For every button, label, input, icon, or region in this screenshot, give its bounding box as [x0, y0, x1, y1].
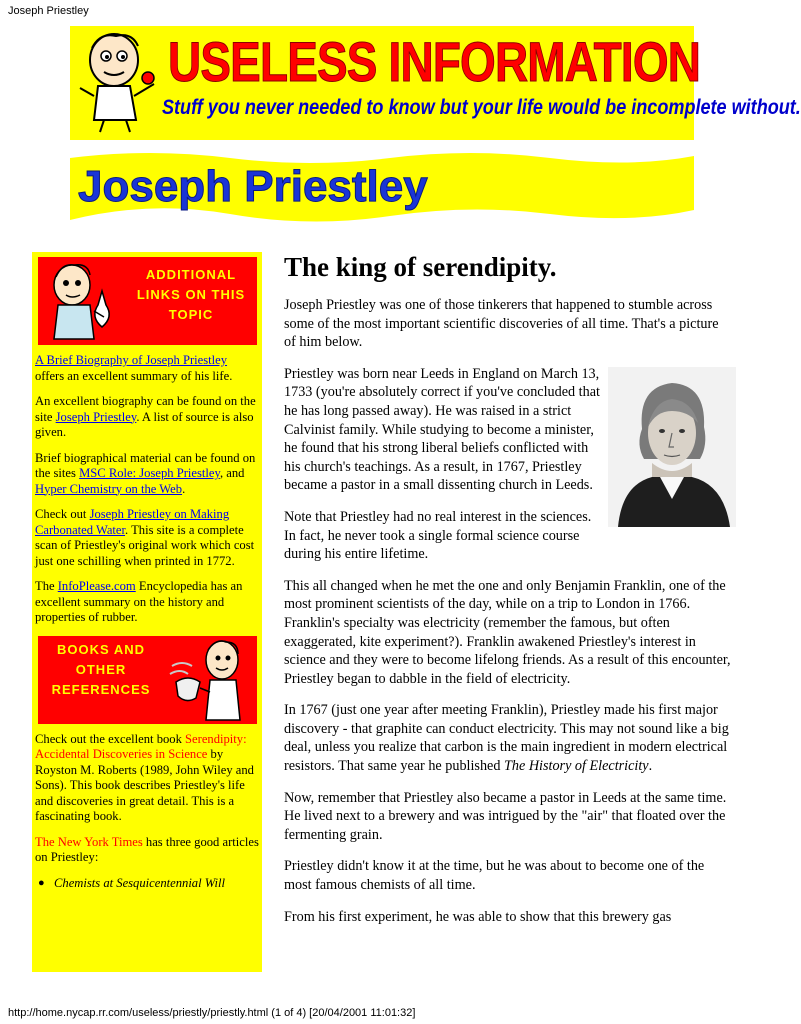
sidebar-paragraph-2: An excellent biography can be found on the site Joseph Priestley. A list of source is also given. [35, 394, 256, 439]
print-footer: http://home.nycap.rr.com/useless/priestly/priestly.html (1 of 4) [20/04/2001 11:01:32] [8, 1007, 416, 1019]
article-paragraph-7: Priestley didn't know it at the time, but he was about to become one of the most famous chemists of all time. [284, 858, 705, 894]
sidebar-paragraph-7: The New York Times has three good articles on Priestley: [35, 834, 259, 864]
infoplease-link[interactable]: InfoPlease.com [57, 579, 136, 593]
hyper-chemistry-link[interactable]: Hyper Chemistry on the Web [35, 481, 183, 496]
sidebar-paragraph-5: The InfoPlease.com Encyclopedia has an excellent summary on the history and properties of rubber. [35, 579, 243, 624]
banner-title: USELESS INFORMATION [168, 30, 701, 93]
joseph-priestley-link[interactable]: Joseph Priestley [55, 409, 137, 424]
sidebar [32, 252, 262, 972]
additional-links-label: ADDITIONAL LINKS ON THIS TOPIC [136, 267, 246, 322]
cartoon-chemist-icon [166, 638, 254, 722]
banner-subtitle: Stuff you never needed to know but your life would be incomplete without. [162, 96, 801, 119]
sidebar-paragraph-3: Brief biographical material can be found on the sites MSC Role: Joseph Priestley, and Hyper Chemistry on the Web. [35, 450, 256, 496]
books-references-label: BOOKS AND OTHER REFERENCES [51, 641, 151, 697]
additional-links-box [38, 257, 257, 345]
article-heading: The king of serendipity. [284, 252, 557, 282]
serendipity-book-title: Serendipity: Accidental Discoveries in Science [35, 731, 247, 761]
article [284, 252, 732, 939]
nyt-article-bullet: ● Chemists at Sesquicentennial Will [54, 876, 259, 892]
brief-biography-link[interactable]: A Brief Biography of Joseph Priestley [35, 353, 228, 367]
msc-role-link[interactable]: MSC Role: Joseph Priestley [79, 466, 220, 480]
sidebar-paragraph-4: Check out Joseph Priestley on Making Carbonated Water. This site is a complete scan of Priestley's original work which cost just one schilling when printed in 1772. [35, 507, 255, 568]
article-paragraph-2: Priestley was born near Leeds in England on March 13, 1733 (you're absolutely correct if you've concluded that he has long passed away). He was raised in a strict Calvinist family. While studying to become a minister, he found that his strong liberal beliefs conflicted with his church's teachings. As a result, in 1767, Priestley became a pastor in a small dissenting church in Leeds. [284, 365, 600, 494]
print-header: Joseph Priestley [8, 5, 89, 17]
history-of-electricity-title: The History of Electricity [503, 758, 649, 775]
page-title-strip [70, 150, 694, 230]
site-banner [70, 26, 801, 140]
carbonated-water-link[interactable]: Joseph Priestley on Making Carbonated Water [35, 507, 230, 537]
cartoon-mascot-icon [76, 30, 164, 134]
books-references-box [38, 636, 257, 724]
sidebar-paragraph-1: A Brief Biography of Joseph Priestley offers an excellent summary of his life. [35, 353, 233, 383]
page-title: Joseph Priestley [78, 162, 428, 211]
sidebar-paragraph-6: Check out the excellent book Serendipity: Accidental Discoveries in Science by Royston M. Roberts (1989, John Wiley and Sons). This book describes Priestley's life and discoveries in great detail. This is a fascinating book. [35, 731, 254, 823]
article-paragraph-5: In 1767 (just one year after meeting Franklin), Priestley made his first major discovery - that graphite can conduct electricity. This may not sound like a big deal, unless you realize that carbon is the main ingredient in modern electrical resistors. That same year he published The History of Electricity. [284, 702, 729, 775]
article-paragraph-4: This all changed when he met the one and only Benjamin Franklin, one of the most prominent scientists of the day, while on a trip to London in 1766. Franklin's specialty was electricity (remember the famous, but often exaggerated, kite experiment?). Franklin awakened Priestley's interest in science and they were to become lifelong friends. As a result of this encounter, Priestley began to dabble in the field of electricity. [284, 577, 731, 687]
article-paragraph-1: Joseph Priestley was one of those tinkerers that happened to stumble across some of the most important scientific discoveries of all time. That's a picture of him below. [284, 297, 719, 351]
joseph-priestley-portrait [608, 367, 736, 527]
article-paragraph-3: Note that Priestley had no real interest in the sciences. In fact, he never took a single formal science course during his entire lifetime. [284, 508, 592, 563]
nyt-source: The New York Times [35, 834, 143, 849]
article-paragraph-8: From his first experiment, he was able to show that this brewery gas [284, 908, 672, 925]
cartoon-scientist-icon [42, 261, 126, 341]
article-paragraph-6: Now, remember that Priestley also became a pastor in Leeds at the same time. He lived next to a brewery and was intrigued by the "air" that floated over the fermenting grain. [284, 789, 727, 843]
